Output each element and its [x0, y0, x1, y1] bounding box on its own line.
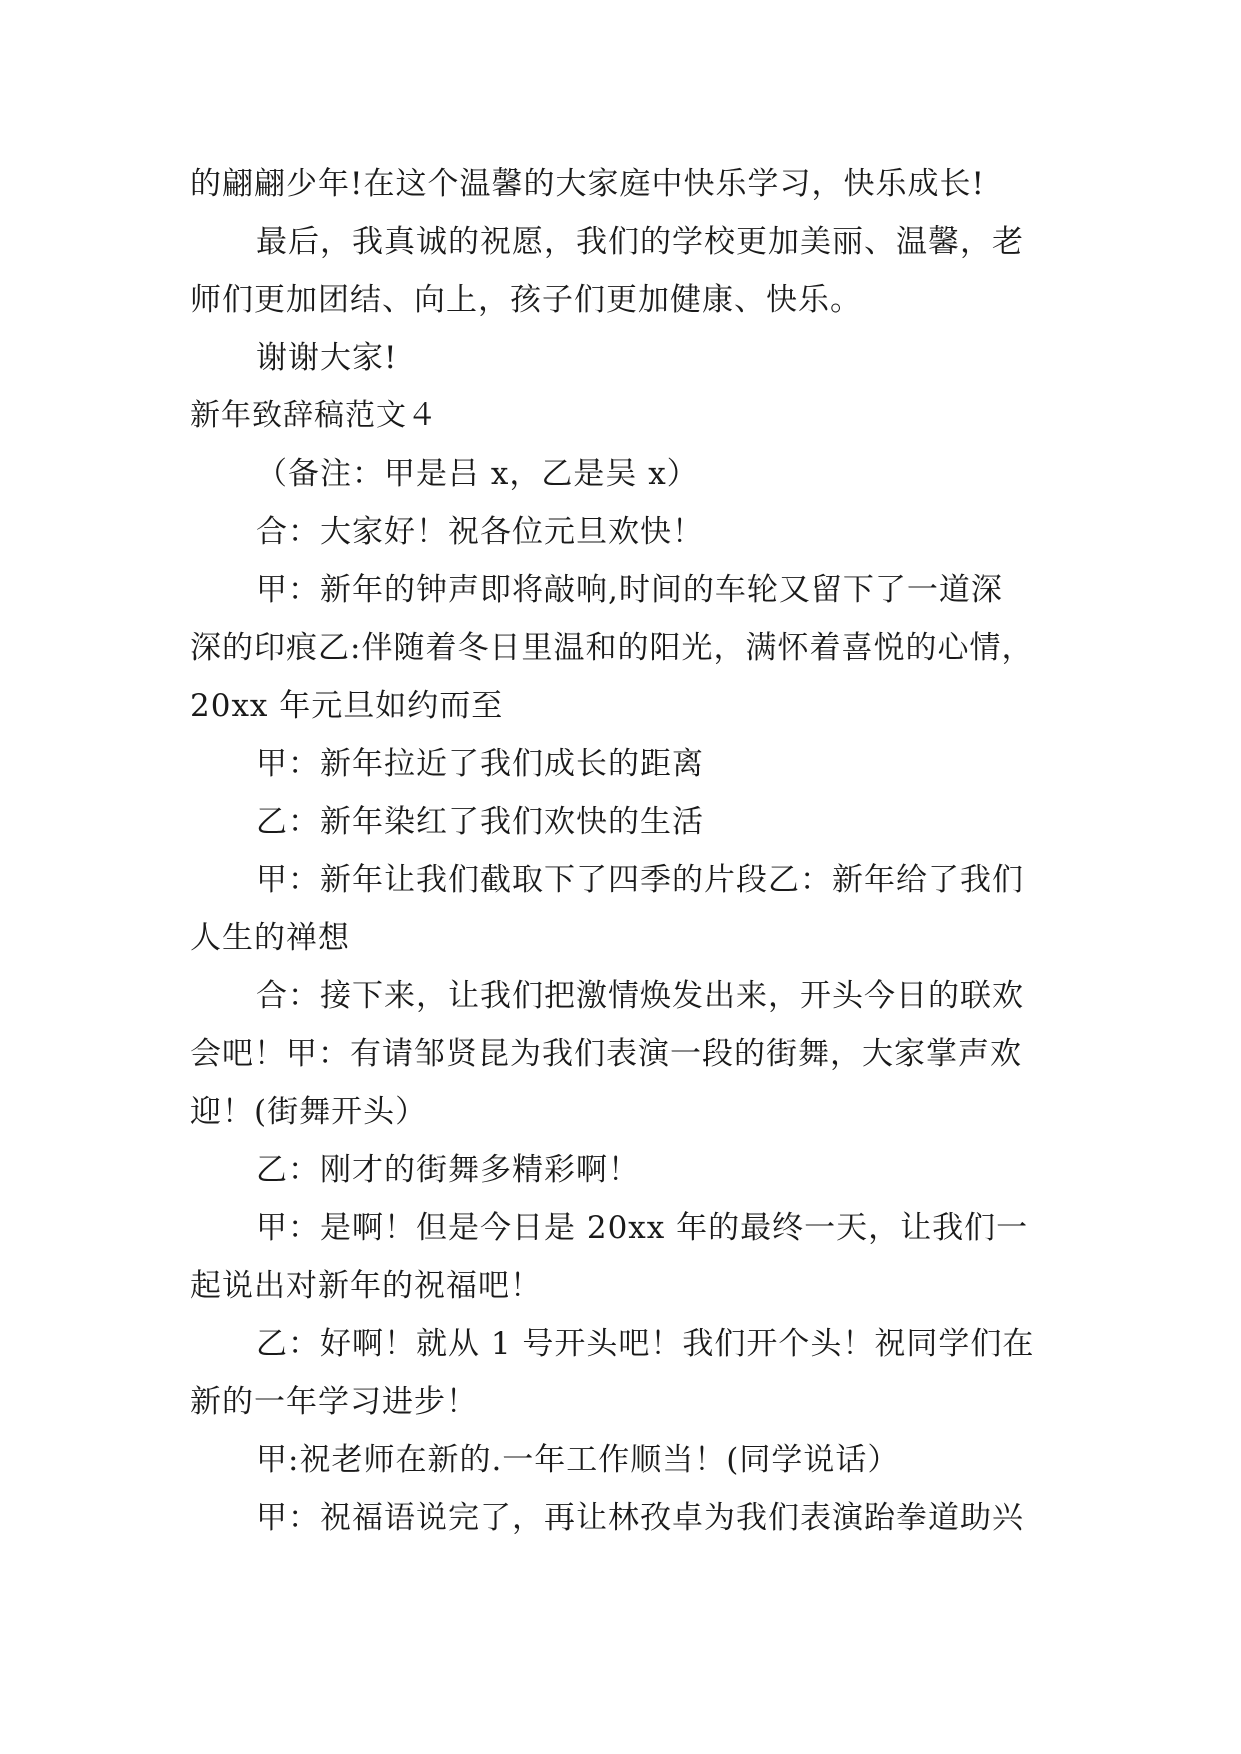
- paragraph-line: 合：大家好！祝各位元旦欢快！: [256, 514, 704, 550]
- paragraph-line: 合：接下来，让我们把激情焕发出来，开头今日的联欢: [256, 978, 1024, 1014]
- paragraph-line: 乙：刚才的街舞多精彩啊！: [256, 1152, 640, 1188]
- paragraph-line: 新的一年学习进步！: [190, 1384, 478, 1420]
- paragraph-line: 甲：新年拉近了我们成长的距离: [256, 746, 704, 782]
- paragraph-line: 深的印痕乙:伴随着冬日里温和的阳光，满怀着喜悦的心情，: [190, 630, 1034, 666]
- paragraph-line: （备注：甲是吕 x，乙是吴 x）: [256, 456, 699, 492]
- paragraph-line: 会吧！甲：有请邹贤昆为我们表演一段的街舞，大家掌声欢: [190, 1036, 1022, 1072]
- paragraph-line: 谢谢大家!: [256, 340, 398, 376]
- paragraph-line: 起说出对新年的祝福吧！: [190, 1268, 542, 1304]
- paragraph-line: 甲:祝老师在新的.一年工作顺当！(同学说话）: [256, 1442, 900, 1478]
- paragraph-line: 乙：新年染红了我们欢快的生活: [256, 804, 704, 840]
- section-title: 新年致辞稿范文４: [190, 398, 438, 433]
- paragraph-line: 甲：祝福语说完了，再让林孜卓为我们表演跆拳道助兴: [256, 1500, 1024, 1536]
- paragraph-line: 迎！(街舞开头）: [190, 1094, 428, 1130]
- paragraph-line: 甲：是啊！但是今日是 20xx 年的最终一天，让我们一: [256, 1210, 1029, 1246]
- paragraph-line: 最后，我真诚的祝愿，我们的学校更加美丽、温馨，老: [256, 224, 1024, 260]
- paragraph-line: 的翩翩少年!在这个温馨的大家庭中快乐学习，快乐成长!: [190, 166, 985, 202]
- paragraph-line: 人生的禅想: [190, 920, 350, 956]
- paragraph-line: 20xx 年元旦如约而至: [190, 688, 504, 724]
- paragraph-line: 甲：新年让我们截取下了四季的片段乙：新年给了我们: [256, 862, 1024, 898]
- paragraph-line: 师们更加团结、向上，孩子们更加健康、快乐。: [190, 282, 862, 318]
- paragraph-line: 甲：新年的钟声即将敲响,时间的车轮又留下了一道深: [256, 572, 1003, 608]
- paragraph-line: 乙：好啊！就从 1 号开头吧！我们开个头！祝同学们在: [256, 1326, 1035, 1362]
